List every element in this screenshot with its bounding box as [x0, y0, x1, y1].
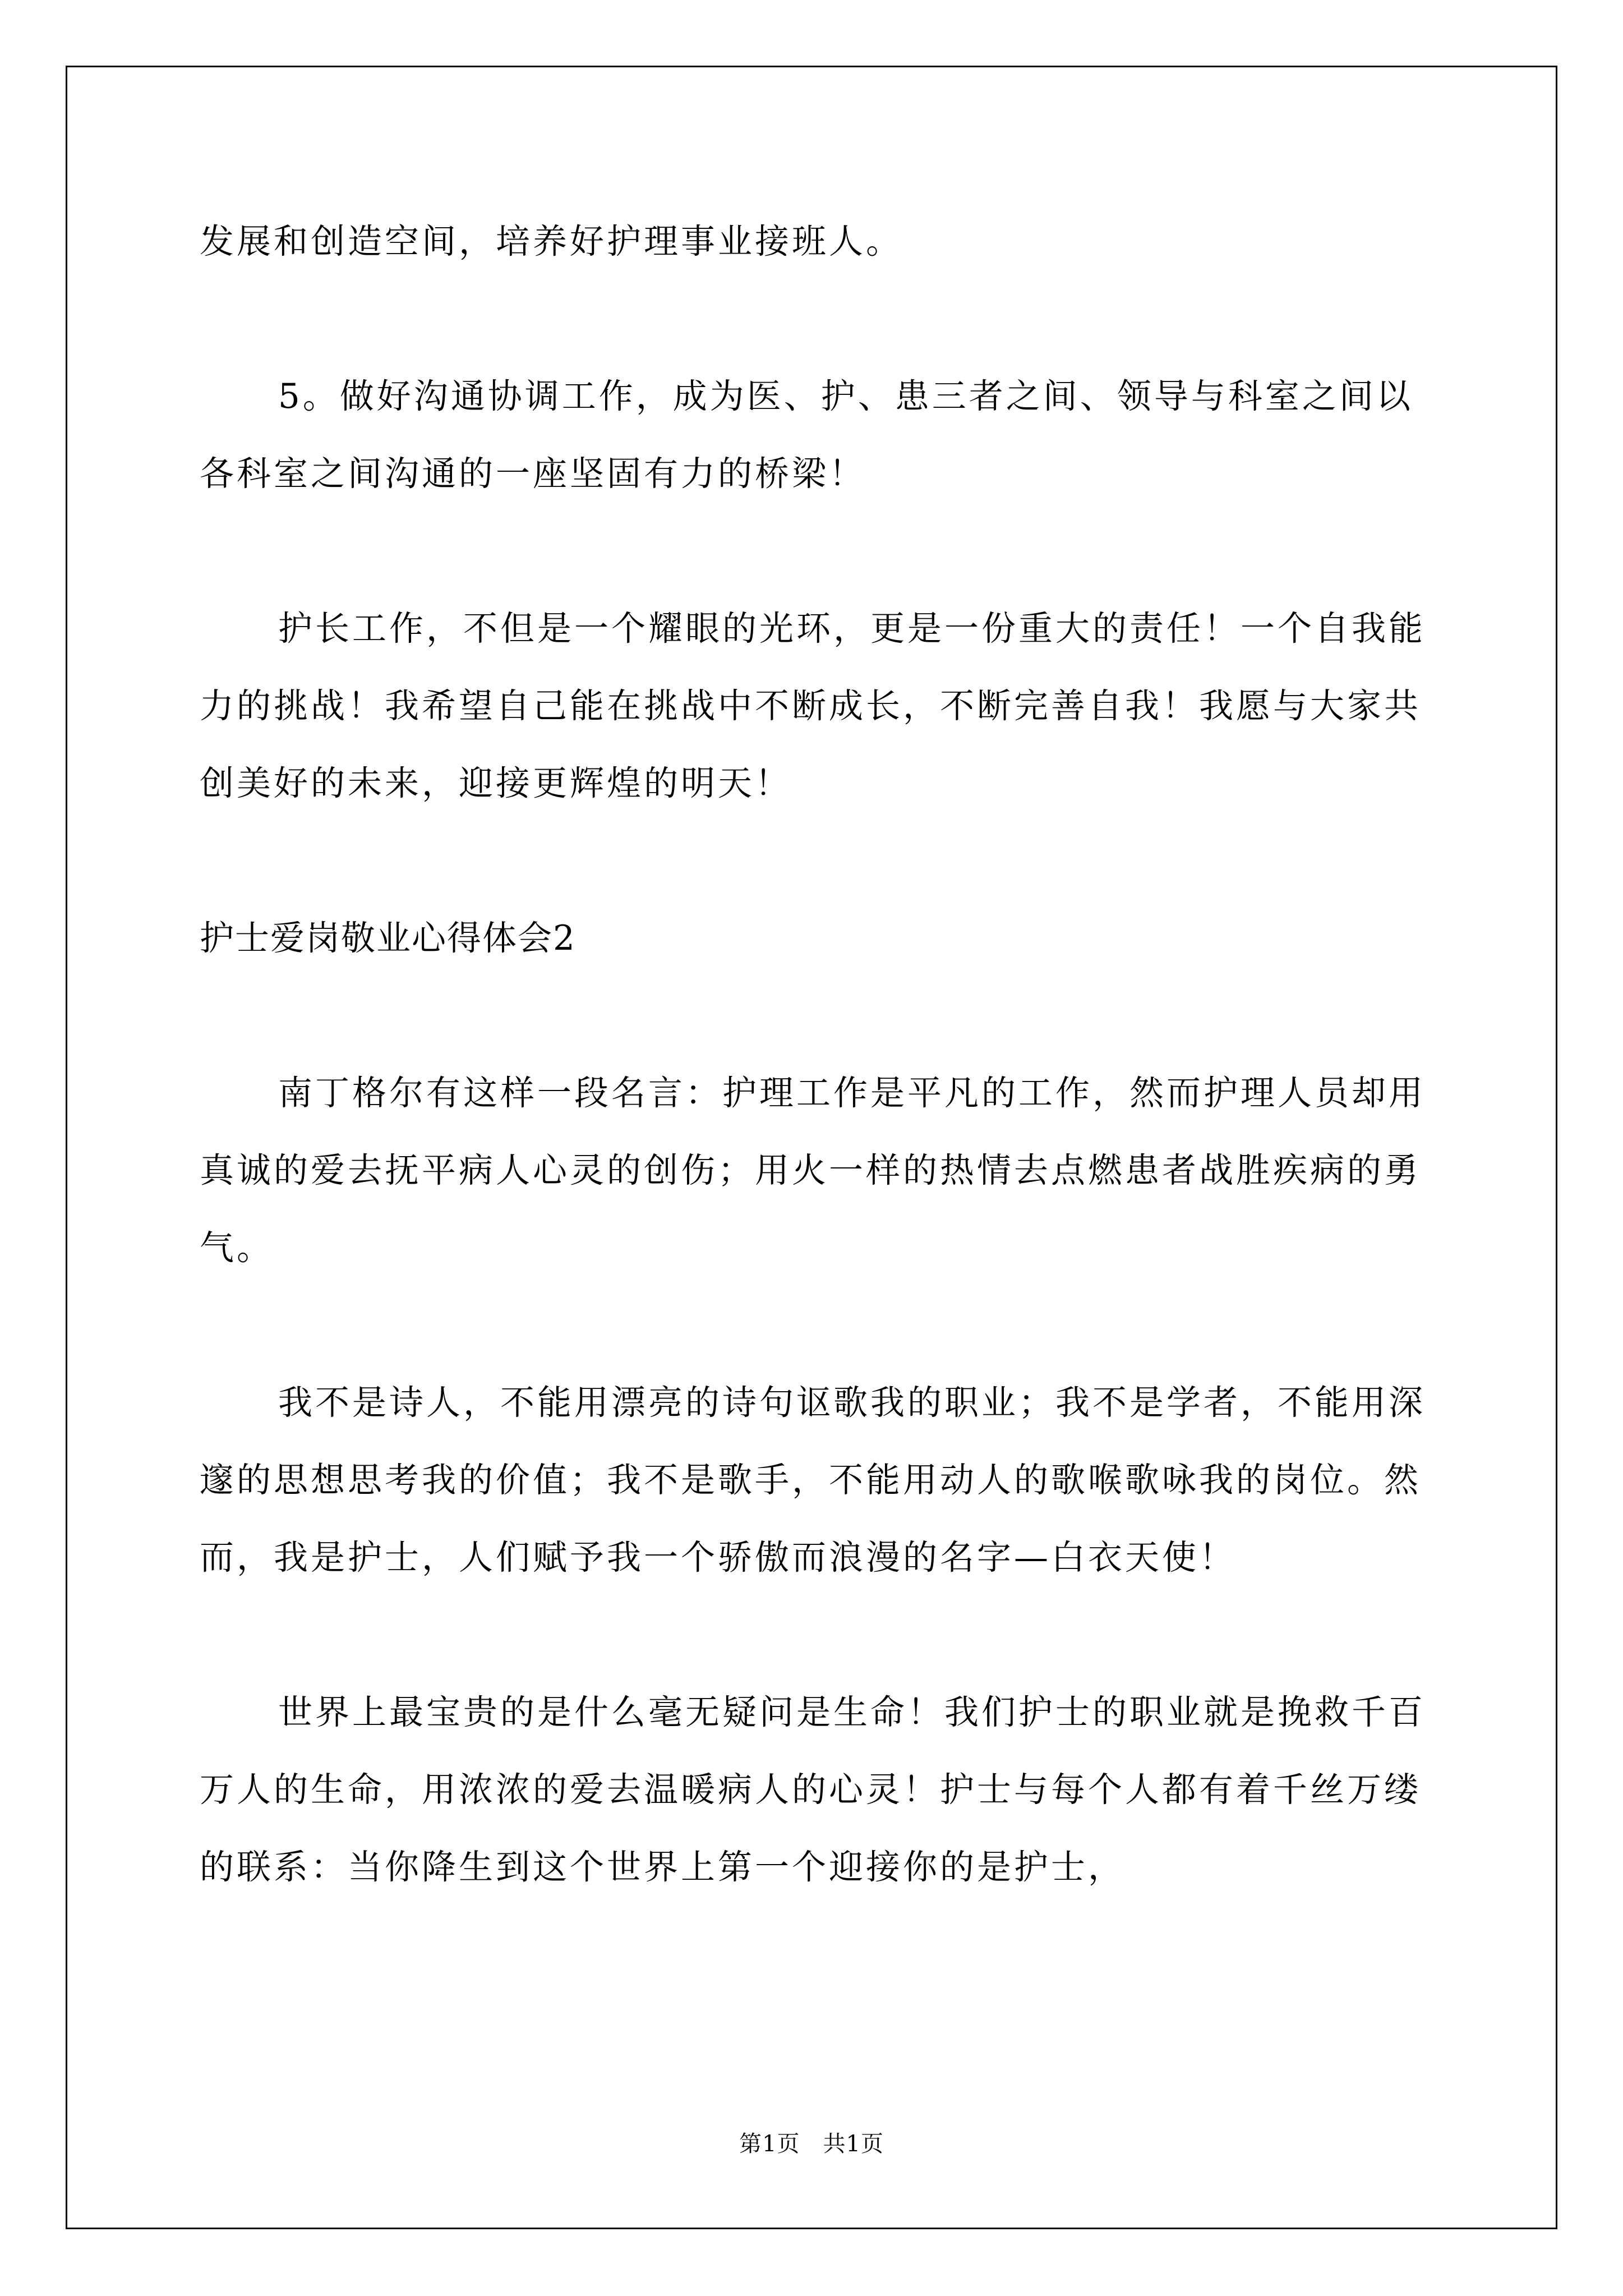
paragraph-6: 世界上最宝贵的是什么毫无疑问是生命！我们护士的职业就是挽救千百万人的生命，用浓浓的爱去温暖病人的心灵！护士与每个人都有着千丝万缕的联系：当你降生到这个世界上第一个迎接你的是护士，: [200, 1692, 1426, 1887]
paragraph-2: 5。做好沟通协调工作，成为医、护、患三者之间、领导与科室之间以各科室之间沟通的一座坚固有力的桥梁！: [200, 376, 1413, 494]
section-heading: 护士爱岗敬业心得体会2: [200, 918, 576, 958]
paragraph-1: 发展和创造空间，培养好护理事业接班人。: [200, 222, 903, 261]
document-body: [200, 203, 1433, 1984]
paragraph-3: 护长工作，不但是一个耀眼的光环，更是一份重大的责任！一个自我能力的挑战！我希望自己能在挑战中不断成长，不断完善自我！我愿与大家共创美好的未来，迎接更辉煌的明天！: [200, 609, 1426, 803]
paragraph-4: 南丁格尔有这样一段名言：护理工作是平凡的工作，然而护理人员却用真诚的爱去抚平病人心灵的创伤；用火一样的热情去点燃患者战胜疾病的勇气。: [200, 1073, 1426, 1268]
paragraph-5: 我不是诗人，不能用漂亮的诗句讴歌我的职业；我不是学者，不能用深邃的思想思考我的价值；我不是歌手，不能用动人的歌喉歌咏我的岗位。然而，我是护士，人们赋予我一个骄傲而浪漫的名字—白衣天使！: [200, 1383, 1426, 1577]
page-footer: 第1页 共1页: [739, 2131, 884, 2157]
